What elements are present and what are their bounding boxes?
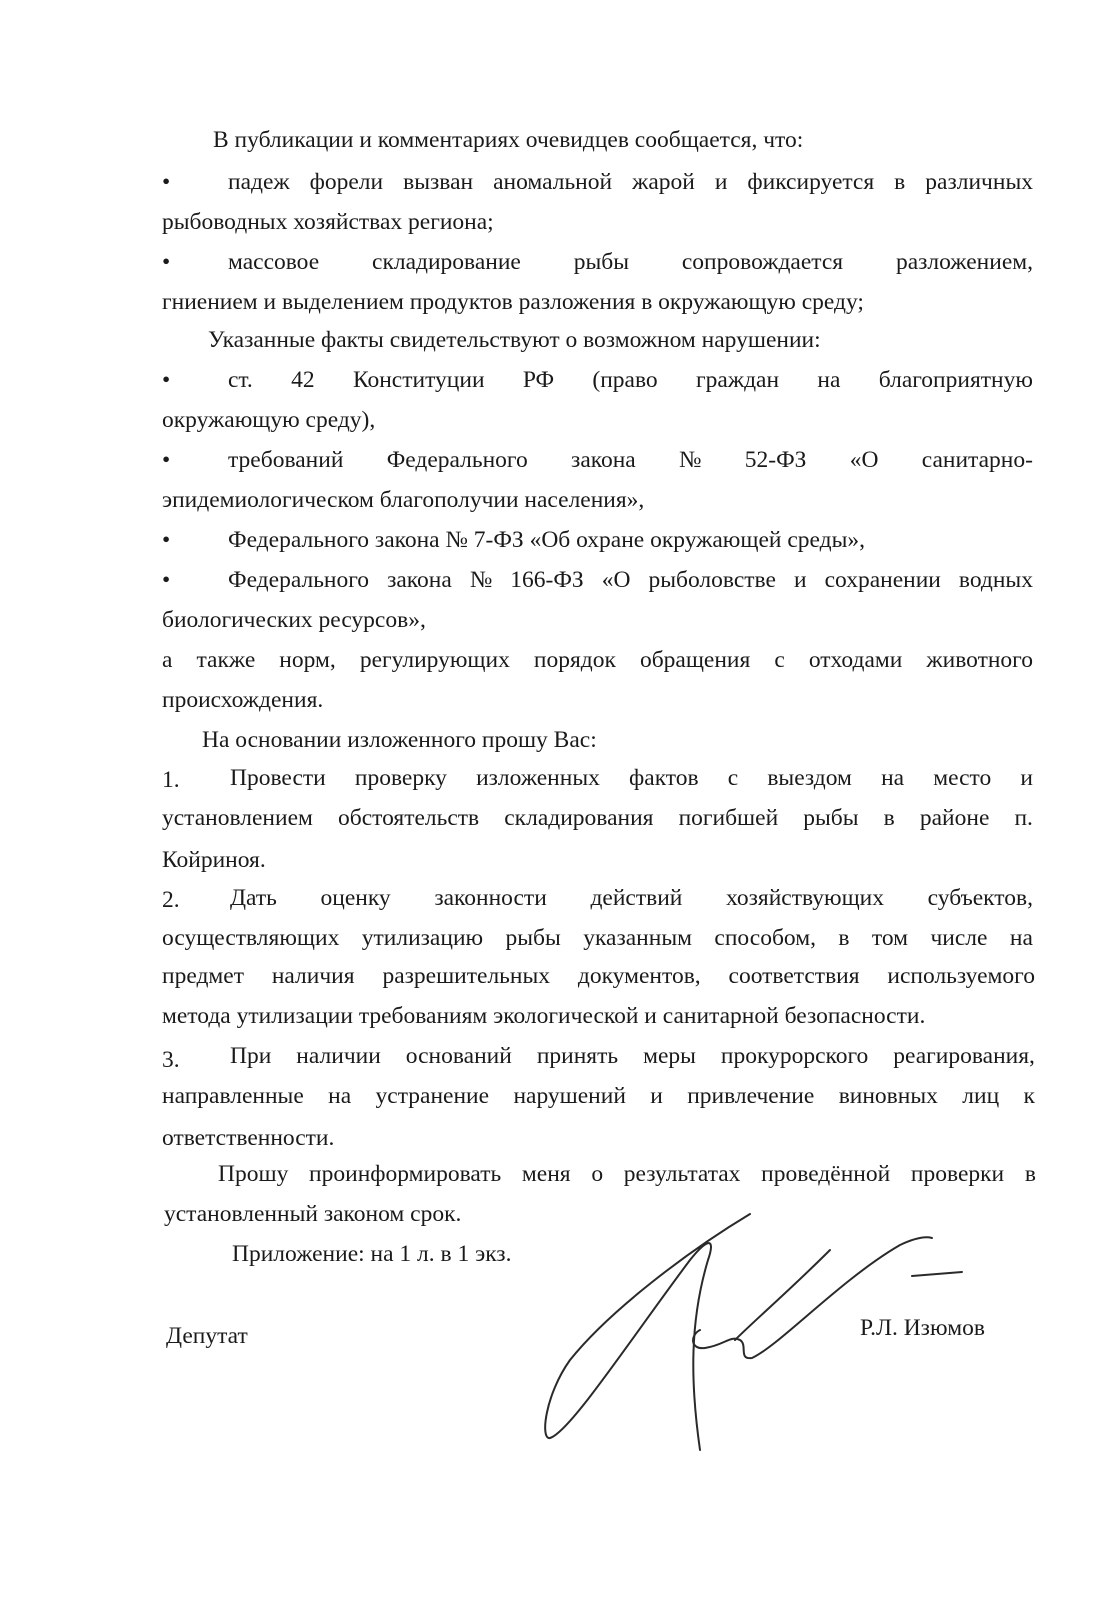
word: При bbox=[230, 1043, 272, 1069]
word: Федерального bbox=[386, 447, 528, 473]
word: о bbox=[591, 1161, 604, 1187]
request-1-line-3: Койриноя. bbox=[162, 847, 266, 873]
intro-paragraph: В публикации и комментариях очевидцев сообщается, что: bbox=[213, 127, 804, 153]
word: Дать bbox=[230, 885, 277, 911]
word: падеж bbox=[228, 169, 290, 195]
violation-3-line-1: Федерального закона № 7-ФЗ «Об охране окружающей среды», bbox=[228, 527, 866, 553]
handwritten-signature bbox=[540, 1200, 1000, 1490]
word: хозяйствующих bbox=[726, 885, 885, 911]
request-intro: На основании изложенного прошу Вас: bbox=[202, 727, 597, 753]
word: направленные bbox=[162, 1083, 304, 1109]
request-number: 2. bbox=[162, 887, 180, 913]
bullet-icon: • bbox=[162, 169, 171, 195]
word: «О bbox=[601, 567, 631, 593]
word: порядок bbox=[533, 647, 616, 673]
word: Федерального bbox=[228, 567, 370, 593]
word: лиц bbox=[962, 1083, 1000, 1109]
word: также bbox=[196, 647, 256, 673]
word: требований bbox=[228, 447, 344, 473]
word: № bbox=[679, 447, 702, 473]
word: сохранении bbox=[824, 567, 941, 593]
also-norms-line-2: происхождения. bbox=[162, 687, 324, 713]
request-3-line-2 bbox=[162, 1082, 1035, 1110]
word: фактов bbox=[629, 765, 699, 791]
word: норм, bbox=[279, 647, 336, 673]
violation-1-line-2: окружающую среду), bbox=[162, 407, 376, 433]
word: на bbox=[1009, 925, 1033, 951]
word: складирование bbox=[372, 249, 521, 275]
fact-2-line-1 bbox=[228, 248, 1033, 276]
word: рыбы bbox=[505, 925, 561, 951]
word: и bbox=[793, 567, 807, 593]
request-number: 3. bbox=[162, 1047, 180, 1073]
word: рыбы bbox=[573, 249, 630, 275]
word: проверки bbox=[910, 1161, 1005, 1187]
word: 52-ФЗ bbox=[744, 447, 807, 473]
word: выездом bbox=[767, 765, 852, 791]
word: к bbox=[1023, 1083, 1035, 1109]
violation-2-line-2: эпидемиологическом благополучии населения», bbox=[162, 487, 645, 513]
request-3-line-3: ответственности. bbox=[162, 1125, 335, 1151]
closing-line-1 bbox=[218, 1160, 1036, 1188]
word: погибшей bbox=[678, 805, 779, 831]
request-number: 1. bbox=[162, 767, 180, 793]
word: рыбы bbox=[803, 805, 859, 831]
request-2-line-3 bbox=[162, 962, 1035, 990]
signatory-title: Депутат bbox=[166, 1323, 248, 1349]
word: проведённой bbox=[761, 1161, 891, 1187]
word: и bbox=[650, 1083, 663, 1109]
word: рыболовстве bbox=[648, 567, 776, 593]
word: оценку bbox=[320, 885, 391, 911]
word: Прошу bbox=[218, 1161, 289, 1187]
bullet-icon: • bbox=[162, 527, 171, 553]
word: 42 bbox=[291, 367, 315, 393]
word: обращения bbox=[639, 647, 751, 673]
word: том bbox=[871, 925, 909, 951]
word: складирования bbox=[504, 805, 654, 831]
word: регулирующих bbox=[359, 647, 510, 673]
word: способом, bbox=[714, 925, 816, 951]
word: сопровождается bbox=[681, 249, 844, 275]
word: привлечение bbox=[687, 1083, 815, 1109]
word: на bbox=[328, 1083, 352, 1109]
word: РФ bbox=[522, 367, 555, 393]
bullet-icon: • bbox=[162, 447, 171, 473]
request-3-line-1 bbox=[230, 1042, 1035, 1070]
word: в bbox=[894, 169, 906, 195]
request-2-line-1 bbox=[230, 884, 1033, 912]
word: осуществляющих bbox=[162, 925, 340, 951]
word: отходами bbox=[808, 647, 903, 673]
attachment-note: Приложение: на 1 л. в 1 экз. bbox=[232, 1241, 512, 1267]
word: санитарно- bbox=[921, 447, 1033, 473]
word: нарушений bbox=[513, 1083, 626, 1109]
word: обстоятельств bbox=[338, 805, 480, 831]
word: 166-ФЗ bbox=[510, 567, 584, 593]
bullet-icon: • bbox=[162, 367, 171, 393]
word: разложением, bbox=[895, 249, 1033, 275]
word: предмет bbox=[162, 963, 244, 989]
fact-1-line-2: рыбоводных хозяйствах региона; bbox=[162, 209, 494, 235]
word: на bbox=[881, 765, 905, 791]
word: меры bbox=[643, 1043, 696, 1069]
word: установлением bbox=[162, 805, 313, 831]
fact-2-line-2: гниением и выделением продуктов разложения в окружающую среду; bbox=[162, 289, 864, 315]
word: массовое bbox=[228, 249, 320, 275]
word: водных bbox=[958, 567, 1033, 593]
word: реагирования, bbox=[893, 1043, 1035, 1069]
request-2-line-4: метода утилизации требованиям экологической и санитарной безопасности. bbox=[162, 1003, 926, 1029]
word: ст. bbox=[228, 367, 253, 393]
violation-2-line-1 bbox=[228, 446, 1033, 474]
word: действий bbox=[590, 885, 683, 911]
signatory-name: Р.Л. Изюмов bbox=[860, 1315, 985, 1341]
word: на bbox=[817, 367, 841, 393]
request-1-line-1 bbox=[230, 764, 1033, 792]
word: вызван bbox=[403, 169, 474, 195]
word: виновных bbox=[838, 1083, 938, 1109]
word: прокурорского bbox=[720, 1043, 869, 1069]
word: с bbox=[774, 647, 785, 673]
word: и bbox=[714, 169, 728, 195]
word: различных bbox=[925, 169, 1033, 195]
violation-4-line-2: биологических ресурсов», bbox=[162, 607, 426, 633]
word: фиксируется bbox=[747, 169, 875, 195]
word: принять bbox=[536, 1043, 619, 1069]
word: № bbox=[469, 567, 493, 593]
violations-intro: Указанные факты свидетельствуют о возможном нарушении: bbox=[208, 327, 821, 353]
word: аномальной bbox=[493, 169, 613, 195]
word: граждан bbox=[696, 367, 780, 393]
closing-line-2: установленный законом срок. bbox=[164, 1201, 462, 1227]
word: изложенных bbox=[476, 765, 600, 791]
word: оснований bbox=[405, 1043, 512, 1069]
word: соответствия bbox=[728, 963, 860, 989]
word: Конституции bbox=[352, 367, 485, 393]
word: районе bbox=[919, 805, 990, 831]
also-norms-line-1 bbox=[162, 646, 1033, 674]
word: разрешительных bbox=[382, 963, 551, 989]
word: закона bbox=[387, 567, 452, 593]
request-1-line-2 bbox=[162, 804, 1033, 832]
request-2-line-2 bbox=[162, 924, 1033, 952]
word: меня bbox=[521, 1161, 571, 1187]
fact-1-line-1 bbox=[228, 168, 1033, 196]
word: наличия bbox=[271, 963, 355, 989]
word: документов, bbox=[577, 963, 701, 989]
word: жарой bbox=[632, 169, 695, 195]
word: проверку bbox=[354, 765, 447, 791]
word: устранение bbox=[375, 1083, 490, 1109]
word: (право bbox=[592, 367, 658, 393]
word: с bbox=[727, 765, 739, 791]
word: в bbox=[1024, 1161, 1036, 1187]
word: субъектов, bbox=[927, 885, 1033, 911]
word: проинформировать bbox=[309, 1161, 502, 1187]
bullet-icon: • bbox=[162, 249, 171, 275]
violation-1-line-1 bbox=[228, 366, 1033, 394]
word: результатах bbox=[623, 1161, 741, 1187]
word: числе bbox=[930, 925, 988, 951]
word: «О bbox=[849, 447, 879, 473]
word: используемого bbox=[887, 963, 1035, 989]
bullet-icon: • bbox=[162, 567, 171, 593]
word: в bbox=[838, 925, 850, 951]
word: законности bbox=[434, 885, 547, 911]
word: Провести bbox=[230, 765, 326, 791]
word: и bbox=[1020, 765, 1033, 791]
word: наличии bbox=[296, 1043, 381, 1069]
word: закона bbox=[571, 447, 636, 473]
word: место bbox=[933, 765, 992, 791]
word: п. bbox=[1014, 805, 1033, 831]
word: а bbox=[162, 647, 173, 673]
word: благоприятную bbox=[878, 367, 1033, 393]
word: форели bbox=[309, 169, 384, 195]
word: утилизацию bbox=[361, 925, 484, 951]
violation-4-line-1 bbox=[228, 566, 1033, 594]
word: в bbox=[883, 805, 895, 831]
word: животного bbox=[926, 647, 1033, 673]
word: указанным bbox=[583, 925, 692, 951]
